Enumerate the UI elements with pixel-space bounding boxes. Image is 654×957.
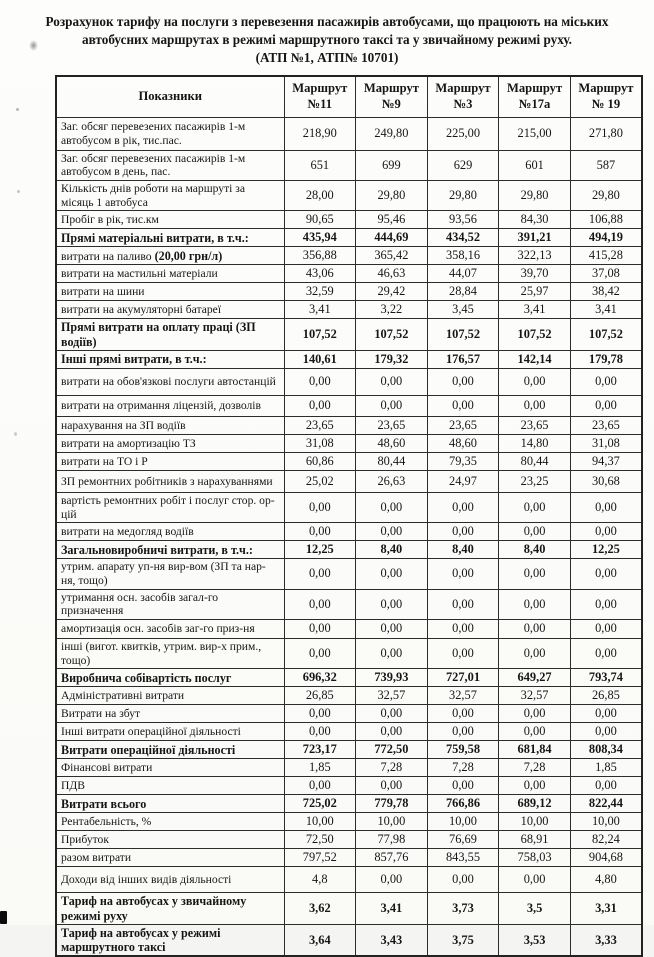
- value-cell: 0,00: [356, 867, 428, 893]
- value-cell: 140,61: [284, 350, 356, 368]
- value-cell: 0,00: [427, 705, 499, 723]
- table-row: [56, 849, 642, 867]
- value-cell: 26,85: [284, 687, 356, 705]
- value-cell: 0,00: [284, 589, 356, 619]
- value-cell: 14,80: [499, 434, 571, 452]
- value-cell: 39,70: [499, 265, 571, 283]
- value-cell: 30,68: [570, 470, 642, 492]
- row-label: витрати на обов'язкові послуги автостанцій: [56, 368, 284, 395]
- table-row: [56, 523, 642, 541]
- scan-speck: [16, 108, 19, 111]
- value-cell: 0,00: [284, 619, 356, 638]
- row-label: Прибуток: [56, 831, 284, 849]
- value-cell: 0,00: [499, 559, 571, 589]
- row-label: разом витрати: [56, 849, 284, 867]
- value-cell: 0,00: [499, 589, 571, 619]
- value-cell: 434,52: [427, 229, 499, 247]
- value-cell: 0,00: [570, 777, 642, 795]
- header-cell-route: Маршрут №17а: [499, 76, 571, 118]
- value-cell: 10,00: [356, 813, 428, 831]
- value-cell: 0,00: [284, 638, 356, 668]
- row-label: Прямі витрати на оплату праці (ЗП водіїв): [56, 319, 284, 351]
- table-row: [56, 741, 642, 759]
- table-row: [56, 150, 642, 180]
- value-cell: 0,00: [427, 723, 499, 741]
- value-cell: 76,69: [427, 831, 499, 849]
- value-cell: 0,00: [284, 723, 356, 741]
- value-cell: 0,00: [427, 867, 499, 893]
- value-cell: 23,65: [284, 416, 356, 434]
- value-cell: 3,75: [427, 924, 499, 956]
- value-cell: 3,41: [570, 301, 642, 319]
- value-cell: 8,40: [356, 541, 428, 559]
- value-cell: 94,37: [570, 452, 642, 470]
- row-label: Рентабельність, %: [56, 813, 284, 831]
- value-cell: 79,35: [427, 452, 499, 470]
- value-cell: 12,25: [284, 541, 356, 559]
- table-row: [56, 559, 642, 589]
- value-cell: 435,94: [284, 229, 356, 247]
- value-cell: 0,00: [570, 723, 642, 741]
- value-cell: 0,00: [284, 395, 356, 416]
- table-row: [56, 687, 642, 705]
- value-cell: 0,00: [499, 492, 571, 522]
- row-label: витрати на амортизацію ТЗ: [56, 434, 284, 452]
- value-cell: 215,00: [499, 117, 571, 150]
- value-cell: 494,19: [570, 229, 642, 247]
- row-label-bold-part: (20,00 грн/л): [151, 248, 223, 263]
- value-cell: 10,00: [427, 813, 499, 831]
- value-cell: 29,80: [499, 181, 571, 211]
- value-cell: 72,50: [284, 831, 356, 849]
- value-cell: 68,91: [499, 831, 571, 849]
- value-cell: 0,00: [499, 638, 571, 668]
- value-cell: 0,00: [427, 395, 499, 416]
- value-cell: 0,00: [499, 777, 571, 795]
- value-cell: 3,41: [284, 301, 356, 319]
- value-cell: 28,00: [284, 181, 356, 211]
- value-cell: 37,08: [570, 265, 642, 283]
- value-cell: 31,08: [284, 434, 356, 452]
- table-row: [56, 470, 642, 492]
- value-cell: 38,42: [570, 283, 642, 301]
- value-cell: 857,76: [356, 849, 428, 867]
- value-cell: 107,52: [570, 319, 642, 351]
- table-row: [56, 368, 642, 395]
- scan-speck: [14, 432, 17, 436]
- value-cell: 7,28: [356, 759, 428, 777]
- row-label: Загальновиробничі витрати, в т.ч.:: [56, 541, 284, 559]
- value-cell: 723,17: [284, 741, 356, 759]
- value-cell: 696,32: [284, 669, 356, 687]
- row-label: Тариф на автобусах у звичайному режимі руху: [56, 893, 284, 925]
- row-label: Інші прямі витрати, в т.ч.:: [56, 350, 284, 368]
- value-cell: 0,00: [570, 492, 642, 522]
- value-cell: 3,22: [356, 301, 428, 319]
- value-cell: 4,80: [570, 867, 642, 893]
- value-cell: 689,12: [499, 795, 571, 813]
- value-cell: 82,24: [570, 831, 642, 849]
- table-row: [56, 350, 642, 368]
- value-cell: 415,28: [570, 247, 642, 265]
- value-cell: 23,65: [356, 416, 428, 434]
- table-row: [56, 813, 642, 831]
- value-cell: 3,73: [427, 893, 499, 925]
- value-cell: 29,42: [356, 283, 428, 301]
- table-row: [56, 777, 642, 795]
- value-cell: 43,06: [284, 265, 356, 283]
- table-row: [56, 117, 642, 150]
- value-cell: 24,97: [427, 470, 499, 492]
- value-cell: 0,00: [427, 638, 499, 668]
- value-cell: 77,98: [356, 831, 428, 849]
- row-label: вартість ремонтних робіт і послуг стор. ор-цій: [56, 492, 284, 522]
- value-cell: 107,52: [427, 319, 499, 351]
- value-cell: 822,44: [570, 795, 642, 813]
- value-cell: 0,00: [499, 619, 571, 638]
- value-cell: 0,00: [499, 705, 571, 723]
- value-cell: 90,65: [284, 211, 356, 229]
- value-cell: 758,03: [499, 849, 571, 867]
- table-row: [56, 831, 642, 849]
- row-label: нарахування на ЗП водіїв: [56, 416, 284, 434]
- value-cell: 0,00: [427, 777, 499, 795]
- value-cell: 0,00: [570, 395, 642, 416]
- title-line-1: Розрахунок тарифу на послуги з перевезення пасажирів автобусами, що працюють на міських: [45, 14, 609, 29]
- value-cell: 0,00: [356, 705, 428, 723]
- value-cell: 0,00: [570, 638, 642, 668]
- value-cell: 44,07: [427, 265, 499, 283]
- value-cell: 0,00: [356, 395, 428, 416]
- value-cell: 0,00: [284, 777, 356, 795]
- value-cell: 0,00: [570, 619, 642, 638]
- value-cell: 3,33: [570, 924, 642, 956]
- value-cell: 444,69: [356, 229, 428, 247]
- value-cell: 3,45: [427, 301, 499, 319]
- table-row: [56, 723, 642, 741]
- value-cell: 3,5: [499, 893, 571, 925]
- header-cell-indicators: Показники: [56, 76, 284, 118]
- value-cell: 0,00: [356, 368, 428, 395]
- value-cell: 0,00: [570, 523, 642, 541]
- table-row: [56, 247, 642, 265]
- value-cell: 0,00: [284, 523, 356, 541]
- value-cell: 0,00: [356, 638, 428, 668]
- value-cell: 0,00: [284, 368, 356, 395]
- value-cell: 739,93: [356, 669, 428, 687]
- value-cell: 0,00: [284, 492, 356, 522]
- value-cell: 25,97: [499, 283, 571, 301]
- table-row: [56, 924, 642, 956]
- row-label: витрати на отримання ліцензій, дозволів: [56, 395, 284, 416]
- row-label: амортизація осн. засобів заг-го приз-ня: [56, 619, 284, 638]
- row-label: Витрати всього: [56, 795, 284, 813]
- row-label: Пробіг в рік, тис.км: [56, 211, 284, 229]
- value-cell: 107,52: [499, 319, 571, 351]
- title-line-3: (АТП №1, АТП№ 10701): [255, 50, 399, 66]
- scan-speck: [17, 190, 20, 193]
- value-cell: 808,34: [570, 741, 642, 759]
- value-cell: 3,41: [356, 893, 428, 925]
- table-row: [56, 229, 642, 247]
- value-cell: 10,00: [499, 813, 571, 831]
- table-row: [56, 893, 642, 925]
- value-cell: 1,85: [284, 759, 356, 777]
- value-cell: 29,80: [570, 181, 642, 211]
- row-label: витрати на ТО і Р: [56, 452, 284, 470]
- value-cell: 23,65: [570, 416, 642, 434]
- value-cell: 0,00: [427, 368, 499, 395]
- value-cell: 391,21: [499, 229, 571, 247]
- table-header: [56, 76, 642, 118]
- value-cell: 356,88: [284, 247, 356, 265]
- header-row: [56, 76, 642, 118]
- value-cell: 179,78: [570, 350, 642, 368]
- value-cell: 25,02: [284, 470, 356, 492]
- value-cell: 95,46: [356, 211, 428, 229]
- value-cell: 23,25: [499, 470, 571, 492]
- value-cell: 107,52: [356, 319, 428, 351]
- header-cell-route: Маршрут №9: [356, 76, 428, 118]
- value-cell: 0,00: [356, 723, 428, 741]
- table-row: [56, 434, 642, 452]
- value-cell: 649,27: [499, 669, 571, 687]
- row-label: витрати на шини: [56, 283, 284, 301]
- value-cell: 0,00: [356, 559, 428, 589]
- value-cell: 0,00: [570, 368, 642, 395]
- row-label: Фінансові витрати: [56, 759, 284, 777]
- value-cell: 32,57: [427, 687, 499, 705]
- value-cell: 32,59: [284, 283, 356, 301]
- row-label: інші (вигот. квитків, утрим. вир-х прим., тощо): [56, 638, 284, 668]
- value-cell: 107,52: [284, 319, 356, 351]
- value-cell: 80,44: [356, 452, 428, 470]
- table-row: [56, 211, 642, 229]
- header-cell-route: Маршрут №11: [284, 76, 356, 118]
- value-cell: 587: [570, 150, 642, 180]
- value-cell: 759,58: [427, 741, 499, 759]
- value-cell: 0,00: [427, 492, 499, 522]
- table-row: [56, 416, 642, 434]
- value-cell: 23,65: [499, 416, 571, 434]
- value-cell: 3,43: [356, 924, 428, 956]
- value-cell: 0,00: [356, 523, 428, 541]
- header-cell-route: Маршрут № 19: [570, 76, 642, 118]
- value-cell: 3,53: [499, 924, 571, 956]
- value-cell: 4,8: [284, 867, 356, 893]
- value-cell: 28,84: [427, 283, 499, 301]
- row-label: Витрати операційної діяльності: [56, 741, 284, 759]
- table-row: [56, 705, 642, 723]
- value-cell: 0,00: [356, 589, 428, 619]
- row-label: Інші витрати операційної діяльності: [56, 723, 284, 741]
- value-cell: 26,85: [570, 687, 642, 705]
- table-row: [56, 759, 642, 777]
- value-cell: 0,00: [499, 523, 571, 541]
- value-cell: 681,84: [499, 741, 571, 759]
- value-cell: 0,00: [284, 559, 356, 589]
- table-row: [56, 619, 642, 638]
- table-row: [56, 181, 642, 211]
- row-label: утрим. апарату уп-ня вир-вом (ЗП та нар-ня, тощо): [56, 559, 284, 589]
- value-cell: 3,31: [570, 893, 642, 925]
- table-row: [56, 265, 642, 283]
- value-cell: 0,00: [570, 589, 642, 619]
- value-cell: 0,00: [570, 559, 642, 589]
- row-label: витрати на мастильні матеріали: [56, 265, 284, 283]
- row-label: Виробнича собівартість послуг: [56, 669, 284, 687]
- value-cell: 26,63: [356, 470, 428, 492]
- value-cell: 271,80: [570, 117, 642, 150]
- value-cell: 0,00: [570, 705, 642, 723]
- value-cell: 106,88: [570, 211, 642, 229]
- value-cell: 179,32: [356, 350, 428, 368]
- value-cell: 3,62: [284, 893, 356, 925]
- value-cell: 0,00: [427, 619, 499, 638]
- value-cell: 225,00: [427, 117, 499, 150]
- row-label: ПДВ: [56, 777, 284, 795]
- value-cell: 12,25: [570, 541, 642, 559]
- value-cell: 93,56: [427, 211, 499, 229]
- value-cell: 3,41: [499, 301, 571, 319]
- value-cell: 0,00: [284, 705, 356, 723]
- value-cell: 629: [427, 150, 499, 180]
- value-cell: 0,00: [499, 368, 571, 395]
- value-cell: 0,00: [427, 559, 499, 589]
- value-cell: 725,02: [284, 795, 356, 813]
- value-cell: 48,60: [427, 434, 499, 452]
- row-label: Витрати на збут: [56, 705, 284, 723]
- row-label: Прямі матеріальні витрати, в т.ч.:: [56, 229, 284, 247]
- table-row: [56, 395, 642, 416]
- row-label: утримання осн. засобів загал-го призначення: [56, 589, 284, 619]
- value-cell: 358,16: [427, 247, 499, 265]
- value-cell: 32,57: [356, 687, 428, 705]
- row-label: Заг. обсяг перевезених пасажирів 1-м автобусом в рік, тис.пас.: [56, 117, 284, 150]
- row-label: Заг. обсяг перевезених пасажирів 1-м автобусом в день, пас.: [56, 150, 284, 180]
- value-cell: 797,52: [284, 849, 356, 867]
- value-cell: 10,00: [570, 813, 642, 831]
- value-cell: 249,80: [356, 117, 428, 150]
- value-cell: 727,01: [427, 669, 499, 687]
- value-cell: 8,40: [427, 541, 499, 559]
- value-cell: 0,00: [356, 619, 428, 638]
- table-row: [56, 319, 642, 351]
- value-cell: 843,55: [427, 849, 499, 867]
- value-cell: 10,00: [284, 813, 356, 831]
- row-label: Доходи від інших видів діяльності: [56, 867, 284, 893]
- tariff-table: [55, 75, 643, 957]
- table-row: [56, 301, 642, 319]
- value-cell: 0,00: [499, 723, 571, 741]
- value-cell: 3,64: [284, 924, 356, 956]
- value-cell: 31,08: [570, 434, 642, 452]
- row-label: Кількість днів роботи на маршруті за місяць 1 автобуса: [56, 181, 284, 211]
- table-row: [56, 492, 642, 522]
- row-label: витрати на паливо (20,00 грн/л): [56, 247, 284, 265]
- value-cell: 793,74: [570, 669, 642, 687]
- table-row: [56, 589, 642, 619]
- value-cell: 142,14: [499, 350, 571, 368]
- value-cell: 322,13: [499, 247, 571, 265]
- value-cell: 1,85: [570, 759, 642, 777]
- table-row: [56, 867, 642, 893]
- value-cell: 0,00: [427, 523, 499, 541]
- value-cell: 8,40: [499, 541, 571, 559]
- value-cell: 48,60: [356, 434, 428, 452]
- value-cell: 80,44: [499, 452, 571, 470]
- table-row: [56, 795, 642, 813]
- value-cell: 651: [284, 150, 356, 180]
- value-cell: 365,42: [356, 247, 428, 265]
- header-cell-route: Маршрут №3: [427, 76, 499, 118]
- value-cell: 0,00: [427, 589, 499, 619]
- value-cell: 0,00: [499, 867, 571, 893]
- row-label: Адміністративні витрати: [56, 687, 284, 705]
- value-cell: 601: [499, 150, 571, 180]
- value-cell: 0,00: [356, 777, 428, 795]
- row-label: ЗП ремонтних робітників з нарахуваннями: [56, 470, 284, 492]
- value-cell: 779,78: [356, 795, 428, 813]
- value-cell: 218,90: [284, 117, 356, 150]
- value-cell: 32,57: [499, 687, 571, 705]
- value-cell: 904,68: [570, 849, 642, 867]
- table-row: [56, 541, 642, 559]
- table-row: [56, 283, 642, 301]
- scan-artifact-corner: [0, 911, 7, 924]
- table-row: [56, 638, 642, 668]
- value-cell: 0,00: [499, 395, 571, 416]
- value-cell: 46,63: [356, 265, 428, 283]
- value-cell: 7,28: [427, 759, 499, 777]
- row-label: витрати на медогляд водіїв: [56, 523, 284, 541]
- row-label: Тариф на автобусах у режимі маршрутного таксі: [56, 924, 284, 956]
- title-line-2: автобусних маршрутах в режимі маршрутного таксі та у звичайному режимі руху.: [82, 32, 572, 48]
- value-cell: 29,80: [427, 181, 499, 211]
- value-cell: 772,50: [356, 741, 428, 759]
- value-cell: 23,65: [427, 416, 499, 434]
- row-label: витрати на акумуляторні батареї: [56, 301, 284, 319]
- value-cell: 766,86: [427, 795, 499, 813]
- document-title: [0, 0, 654, 68]
- table-row: [56, 669, 642, 687]
- value-cell: 29,80: [356, 181, 428, 211]
- value-cell: 0,00: [356, 492, 428, 522]
- table-row: [56, 452, 642, 470]
- value-cell: 7,28: [499, 759, 571, 777]
- value-cell: 176,57: [427, 350, 499, 368]
- value-cell: 84,30: [499, 211, 571, 229]
- value-cell: 60,86: [284, 452, 356, 470]
- value-cell: 699: [356, 150, 428, 180]
